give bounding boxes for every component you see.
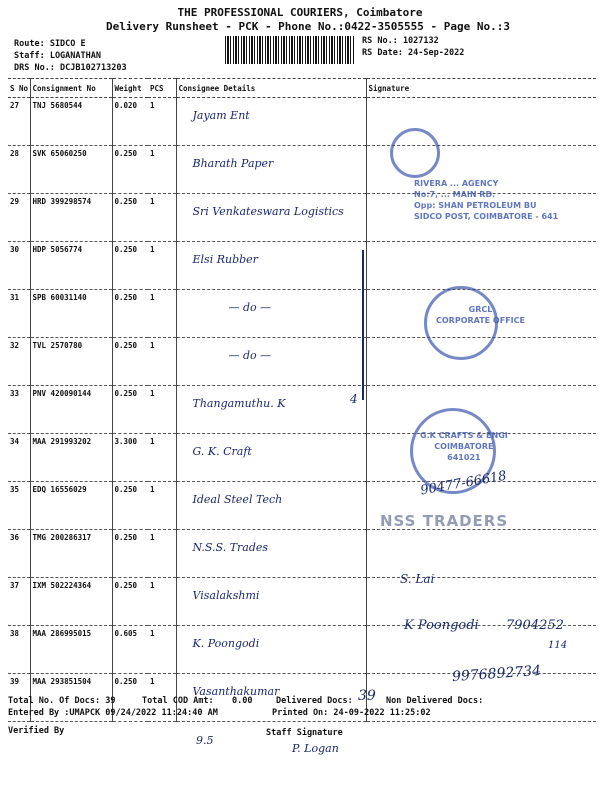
rs-date: RS Date: 24-Sep-2022 — [362, 48, 465, 58]
row-pcs: 1 — [148, 674, 176, 722]
table-row — [8, 434, 596, 482]
row-weight: 0.250 — [112, 290, 148, 338]
delivered-docs-count: 39 — [358, 688, 376, 704]
row-sno: 32 — [8, 338, 30, 386]
row-pcs: 1 — [148, 194, 176, 242]
row-signature — [366, 242, 596, 290]
row-sno: 38 — [8, 626, 30, 674]
table-row — [8, 530, 596, 578]
row-consignment: MAA 286995015 — [30, 626, 112, 674]
row-sno: 33 — [8, 386, 30, 434]
poongodi-signature: K Poongodi — [404, 618, 479, 633]
row-sno: 27 — [8, 98, 30, 146]
row-consignee — [176, 434, 366, 482]
row-weight: 0.250 — [112, 578, 148, 626]
nss-traders-stamp: NSS TRADERS — [380, 512, 509, 530]
table-row — [8, 338, 596, 386]
consignee-handwriting: Ideal Steel Tech — [192, 493, 283, 506]
staff-signature-label: Staff Signature — [266, 728, 343, 738]
printed-on: Printed On: 24-09-2022 11:25:02 — [272, 708, 431, 718]
runsheet-title: Delivery Runsheet - PCK - Phone No.:0422-3505555 - Page No.:3 — [106, 20, 510, 33]
row-weight: 0.250 — [112, 242, 148, 290]
non-delivered-label: Non Delivered Docs: — [386, 696, 484, 706]
consignee-handwriting: Jayam Ent — [192, 109, 250, 122]
row-sno: 39 — [8, 674, 30, 722]
staff-signature-scrawl: P. Logan — [292, 742, 339, 755]
row-consignment: PNV 420090144 — [30, 386, 112, 434]
row-consignment: TMG 200286317 — [30, 530, 112, 578]
col-sno: S No — [8, 79, 30, 98]
row-sno: 31 — [8, 290, 30, 338]
consignee-handwriting: Bharath Paper — [192, 157, 274, 170]
row-consignment: HDP 5056774 — [30, 242, 112, 290]
consignee-handwriting: — do — — [228, 301, 272, 314]
consignee-handwriting: Sri Venkateswara Logistics — [192, 205, 344, 218]
consignee-handwriting: Elsi Rubber — [192, 253, 258, 266]
row-consignment: IXM 502224364 — [30, 578, 112, 626]
consignee-handwriting: Vasanthakumar — [192, 685, 280, 698]
row-pcs: 1 — [148, 338, 176, 386]
row-consignment: MAA 291993202 — [30, 434, 112, 482]
table-row — [8, 98, 596, 146]
round-stamp-1 — [390, 128, 440, 178]
barcode — [225, 36, 355, 64]
gk-crafts-stamp-text: G.K CRAFTS & ENGI COIMBATORE 641021 — [420, 431, 508, 462]
row-sno: 28 — [8, 146, 30, 194]
row-pcs: 1 — [148, 434, 176, 482]
rivera-agency-stamp: RIVERA ... AGENCY No:7, ... MAIN RD. Opp: SHAN PETROLEUM BU SIDCO POST, COIMBATORE - 641 — [414, 179, 559, 221]
row-consignee — [176, 146, 366, 194]
entered-by: Entered By :UMAPCK 09/24/2022 11:24:40 AM — [8, 708, 218, 718]
row-consignee — [176, 338, 366, 386]
row-sno: 35 — [8, 482, 30, 530]
poongodi-phone: 7904252 — [506, 618, 564, 633]
count-annotation: 4 — [350, 392, 358, 406]
row-pcs: 1 — [148, 242, 176, 290]
row-consignee — [176, 626, 366, 674]
row-consignment: MAA 293851504 — [30, 674, 112, 722]
row-consignment: HRD 399298574 — [30, 194, 112, 242]
row-sno: 30 — [8, 242, 30, 290]
row-signature — [366, 530, 596, 578]
row-consignee — [176, 242, 366, 290]
row-consignee — [176, 482, 366, 530]
vasanth-phone: 9976892734 — [451, 662, 542, 686]
row-sno: 36 — [8, 530, 30, 578]
verify-date: 9.5 — [196, 734, 214, 747]
col-consignee: Consignee Details — [176, 79, 366, 98]
row-consignment: TVL 2570780 — [30, 338, 112, 386]
row-consignee — [176, 578, 366, 626]
total-cod-value: 0.00 — [232, 696, 253, 706]
consignee-handwriting: G. K. Craft — [192, 445, 252, 458]
row-sno: 37 — [8, 578, 30, 626]
row-consignee — [176, 530, 366, 578]
consignee-handwriting: — do — — [228, 349, 272, 362]
row-weight: 0.250 — [112, 146, 148, 194]
staff-label: Staff: LOGANATHAN — [14, 51, 101, 61]
row-weight: 0.605 — [112, 626, 148, 674]
drs-number: DRS No.: DCJB102713203 — [14, 63, 127, 73]
phone-annotation-35: 90477-66618 — [419, 468, 508, 499]
row-consignee — [176, 194, 366, 242]
grcl-stamp-text: GRCL CORPORATE OFFICE — [436, 305, 525, 325]
col-signature: Signature — [366, 79, 596, 98]
col-consignment: Consignment No — [30, 79, 112, 98]
row-pcs: 1 — [148, 146, 176, 194]
row-pcs: 1 — [148, 290, 176, 338]
row-consignment: SVK 65060250 — [30, 146, 112, 194]
total-docs: Total No. Of Docs: 39 — [8, 696, 116, 706]
row-weight: 3.300 — [112, 434, 148, 482]
row-weight: 0.250 — [112, 530, 148, 578]
row-pcs: 1 — [148, 98, 176, 146]
row-weight: 0.250 — [112, 386, 148, 434]
table-row — [8, 386, 596, 434]
row-consignee — [176, 386, 366, 434]
consignee-handwriting: N.S.S. Trades — [192, 541, 269, 554]
row-consignee — [176, 98, 366, 146]
row-weight: 0.020 — [112, 98, 148, 146]
route-label: Route: SIDCO E — [14, 39, 86, 49]
verified-by-label: Verified By — [8, 726, 65, 736]
row-consignment: SPB 60031140 — [30, 290, 112, 338]
row-weight: 0.250 — [112, 482, 148, 530]
row-pcs: 1 — [148, 578, 176, 626]
col-pcs: PCS — [148, 79, 176, 98]
row-weight: 0.250 — [112, 194, 148, 242]
row-weight: 0.250 — [112, 674, 148, 722]
row-pcs: 1 — [148, 386, 176, 434]
row-pcs: 1 — [148, 626, 176, 674]
bracket-line — [362, 250, 364, 400]
row-pcs: 1 — [148, 482, 176, 530]
row-consignment: EDQ 16556029 — [30, 482, 112, 530]
poongodi-phone-tail: 114 — [548, 640, 568, 651]
total-cod-label: Total COD Amt: — [142, 696, 214, 706]
rs-number: RS No.: 1027132 — [362, 36, 439, 46]
consignee-handwriting: K. Poongodi — [192, 637, 260, 650]
consignee-handwriting: Visalakshmi — [192, 589, 260, 602]
row-sno: 34 — [8, 434, 30, 482]
table-header — [8, 79, 596, 98]
row-sno: 29 — [8, 194, 30, 242]
company-title: THE PROFESSIONAL COURIERS, Coimbatore — [177, 6, 423, 19]
table-row — [8, 242, 596, 290]
delivered-docs-label: Delivered Docs: — [276, 696, 353, 706]
row-weight: 0.250 — [112, 338, 148, 386]
row-consignment: TNJ 5680544 — [30, 98, 112, 146]
row-pcs: 1 — [148, 530, 176, 578]
initials-37: S. Lai — [400, 572, 435, 586]
consignee-handwriting: Thangamuthu. K — [192, 397, 286, 410]
col-weight: Weight — [112, 79, 148, 98]
row-consignee — [176, 290, 366, 338]
